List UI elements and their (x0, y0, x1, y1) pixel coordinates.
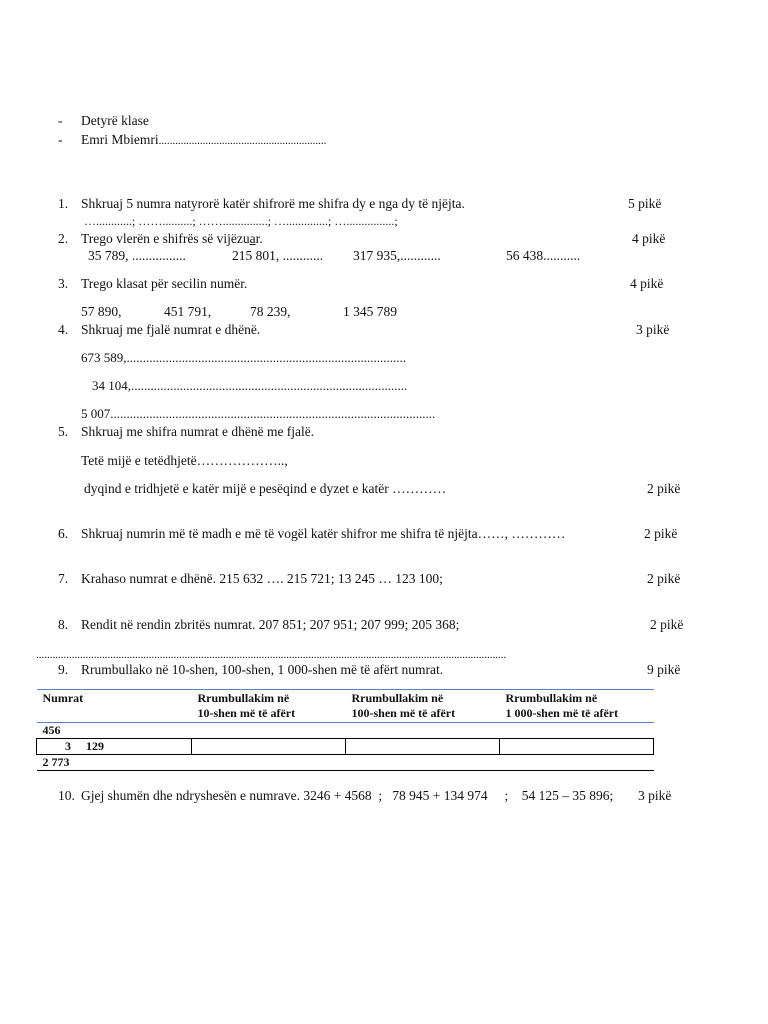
q2-item: 317 935,............ (353, 248, 441, 263)
q2-underlined-digit: a (249, 231, 256, 246)
question-5-text: Shkruaj me shifra numrat e dhënë me fjalë. (81, 424, 315, 439)
q2-item: 56 438........... (506, 248, 581, 263)
q2-item: 215 801, ............ (232, 248, 324, 263)
question-10-points: 3 pikë (638, 788, 672, 803)
bullet-dash: - (58, 132, 63, 147)
question-number: 7. (58, 571, 69, 586)
question-7-points: 2 pikë (647, 571, 681, 586)
q3-item: 451 791, (164, 304, 212, 319)
table-header-cell: Rrumbullakim në 1 000-shen më të afërt (505, 691, 619, 720)
question-7-text: Krahaso numrat e dhënë. 215 632 …. 215 721; 13 245 … 123 100; (81, 571, 443, 586)
q2-text-part: Trego vlerën e shifrës së vijëzu (81, 231, 250, 246)
question-1-text: Shkruaj 5 numra natyrorë katër shifrorë me shifra dy e nga dy të njëjta. (81, 196, 465, 211)
question-number: 9. (58, 662, 69, 677)
q2-text-part: r. (255, 231, 263, 246)
table-header-cell: Rrumbullakim në 10-shen më të afërt (197, 691, 296, 720)
question-1-points: 5 pikë (628, 196, 662, 211)
q3-item: 57 890, (81, 304, 122, 319)
table-cell-number: 3 129 (37, 739, 192, 755)
table-cell-number: 2 773 (42, 755, 70, 769)
question-number: 6. (58, 526, 69, 541)
name-label: Emri Mbiemri (81, 132, 159, 147)
table-row (37, 723, 654, 739)
q4-line: 34 104,..................................................................................... (92, 378, 408, 393)
question-number: 4. (58, 322, 69, 337)
question-2-points: 4 pikë (632, 231, 666, 246)
table-cell-number: 456 (42, 723, 61, 737)
table-header-cell: Rrumbullakim në 100-shen më të afërt (351, 691, 456, 720)
class-task-label: Detyrë klase (81, 113, 149, 128)
question-3-points: 4 pikë (630, 276, 664, 291)
name-field-label (81, 132, 326, 149)
name-field-dots: ............................................................. (158, 135, 327, 147)
question-9-points: 9 pikë (647, 662, 681, 677)
bullet-dash: - (58, 113, 63, 128)
table-cell-answer[interactable] (192, 739, 346, 755)
q5-line: Tetë mijë e tetëdhjetë……………….., (81, 453, 288, 468)
table-cell-answer[interactable] (500, 755, 654, 771)
question-number: 2. (58, 231, 69, 246)
question-number: 8. (58, 617, 69, 632)
question-number: 1. (58, 196, 69, 211)
table-row (37, 755, 654, 771)
table-cell-answer[interactable] (346, 755, 500, 771)
question-1-answer-dots: …............; ……..........; ……...............; …..............; …................; (84, 214, 398, 228)
question-10-text: Gjej shumën dhe ndryshesën e numrave. 3246 + 4568 ; 78 945 + 134 974 ; 54 125 – 35 896; (81, 788, 614, 803)
table-cell-answer[interactable] (500, 723, 654, 739)
question-6-text: Shkruaj numrin më të madh e më të vogël katër shifror me shifra të njëjta……, ………… (81, 526, 566, 541)
question-8-points: 2 pikë (650, 617, 684, 632)
question-number: 3. (58, 276, 69, 291)
question-2-text (81, 231, 263, 247)
question-8-text: Rendit në rendin zbritës numrat. 207 851; 207 951; 207 999; 205 368; (81, 617, 460, 632)
question-number: 10. (58, 788, 75, 803)
table-row (37, 739, 654, 755)
q5-line: dyqind e tridhjetë e katër mijë e pesëqind e dyzet e katër ………… (84, 481, 447, 496)
separator-dots: ........................................................................................................................................................................... (36, 649, 507, 661)
rounding-table (36, 689, 654, 771)
q4-line: 673 589,...................................................................................... (81, 350, 406, 365)
table-cell-answer[interactable] (346, 723, 500, 739)
table-cell-answer[interactable] (192, 723, 346, 739)
question-9-text: Rrumbullako në 10-shen, 100-shen, 1 000-shen më të afërt numrat. (81, 662, 444, 677)
q3-item: 1 345 789 (343, 304, 397, 319)
table-cell-answer[interactable] (500, 739, 654, 755)
q4-line: 5 007.................................................................................................... (81, 406, 436, 421)
question-3-text: Trego klasat për secilin numër. (81, 276, 248, 291)
question-4-text: Shkruaj me fjalë numrat e dhënë. (81, 322, 261, 337)
question-5-points: 2 pikë (647, 481, 681, 496)
question-number: 5. (58, 424, 69, 439)
table-header-cell: Numrat (42, 691, 84, 705)
q2-item: 35 789, ................ (88, 248, 186, 263)
table-cell-answer[interactable] (346, 739, 500, 755)
table-cell-answer[interactable] (192, 755, 346, 771)
question-6-points: 2 pikë (644, 526, 678, 541)
table-header-row (37, 690, 654, 723)
question-4-points: 3 pikë (636, 322, 670, 337)
q3-item: 78 239, (250, 304, 291, 319)
